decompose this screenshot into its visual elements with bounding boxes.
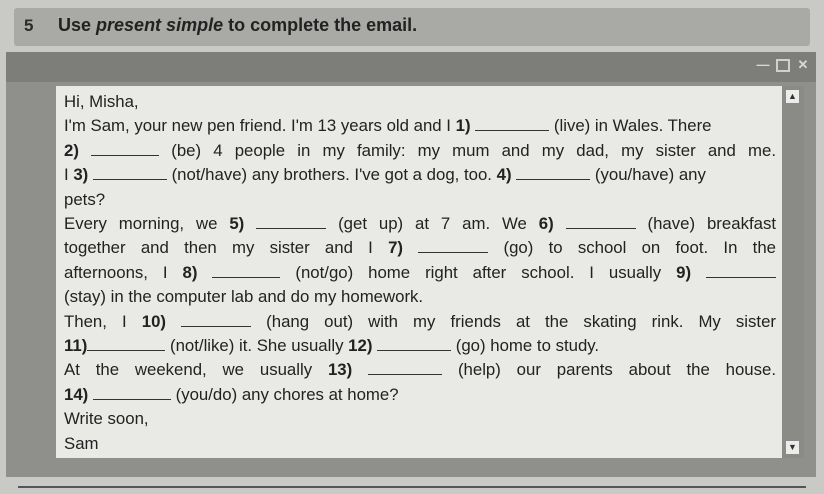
vertical-scrollbar[interactable] xyxy=(782,86,804,458)
page-divider xyxy=(18,486,806,488)
text-segment: (help) our parents about the house. xyxy=(457,360,777,380)
email-line-3 xyxy=(64,163,776,187)
text-segment: (get up) at 7 am. We xyxy=(338,214,539,234)
exercise-number: 5 xyxy=(24,16,34,35)
maximize-icon[interactable] xyxy=(776,59,790,72)
answer-blank-3[interactable] xyxy=(93,165,167,180)
window-title-bar xyxy=(6,52,816,82)
gap-number: 5) xyxy=(229,214,245,234)
email-line-11 xyxy=(64,358,776,382)
gap-number: 4) xyxy=(496,165,512,185)
email-line-4: pets? xyxy=(64,189,106,209)
text-segment: Then, I xyxy=(64,311,142,331)
gap-number: 7) xyxy=(388,238,404,258)
email-line-10 xyxy=(64,334,776,358)
answer-blank-11[interactable] xyxy=(87,336,165,351)
close-icon[interactable]: ✕ xyxy=(797,57,809,72)
gap-number: 9) xyxy=(676,262,692,282)
text-segment: (hang out) with my friends at the skating rink. My sister xyxy=(266,311,776,331)
gap-number: 8) xyxy=(182,262,198,282)
gap-number: 14) xyxy=(64,384,89,404)
title-text-italic: present simple xyxy=(96,15,224,35)
answer-blank-4[interactable] xyxy=(516,165,590,180)
email-line-7 xyxy=(64,261,776,285)
email-text xyxy=(64,90,776,456)
email-line-5 xyxy=(64,212,776,236)
text-segment: At the weekend, we usually xyxy=(64,360,328,380)
email-window xyxy=(6,52,816,477)
answer-blank-9[interactable] xyxy=(706,263,776,278)
email-line-8: (stay) in the computer lab and do my homework. xyxy=(64,287,424,307)
window-controls xyxy=(756,58,810,72)
text-segment: I'm Sam, your new pen friend. I'm 13 years old and I xyxy=(64,116,456,136)
text-segment: (have) breakfast xyxy=(647,214,777,234)
scroll-down-arrow-icon[interactable]: ▼ xyxy=(786,441,799,454)
email-closing: Write soon, xyxy=(64,409,149,429)
title-text-end: to complete the email. xyxy=(223,15,418,35)
text-segment: (you/do) any chores at home? xyxy=(175,384,399,404)
gap-number: 12) xyxy=(348,336,373,356)
answer-blank-1[interactable] xyxy=(475,116,549,131)
text-segment: afternoons, I xyxy=(64,262,183,282)
text-segment: Every morning, we xyxy=(64,214,230,234)
gap-number: 3) xyxy=(73,165,89,185)
answer-blank-13[interactable] xyxy=(368,360,442,375)
answer-blank-14[interactable] xyxy=(93,385,171,400)
text-segment: (not/like) it. She usually xyxy=(170,336,349,356)
gap-number: 2) xyxy=(64,140,79,160)
scroll-up-arrow-icon[interactable]: ▲ xyxy=(786,90,799,103)
title-text-start: Use xyxy=(58,15,97,35)
email-line-1 xyxy=(64,114,776,138)
answer-blank-6[interactable] xyxy=(566,214,636,229)
minimize-icon[interactable]: — xyxy=(756,57,770,72)
text-segment: (go) home to study. xyxy=(455,336,600,356)
gap-number: 6) xyxy=(538,214,554,234)
text-segment: together and then my sister and I xyxy=(64,238,389,258)
text-segment: I xyxy=(64,165,74,185)
gap-number: 1) xyxy=(455,116,471,136)
email-line-12 xyxy=(64,383,776,407)
text-segment: (not/go) home right after school. I usually xyxy=(295,262,677,282)
email-body-area xyxy=(56,86,782,458)
answer-blank-5[interactable] xyxy=(256,214,326,229)
exercise-title xyxy=(58,15,417,36)
answer-blank-10[interactable] xyxy=(181,312,251,327)
answer-blank-7[interactable] xyxy=(418,238,488,253)
text-segment: (go) to school on foot. In the xyxy=(503,238,776,258)
email-signature: Sam xyxy=(64,433,99,453)
text-segment: (you/have) any xyxy=(594,165,706,185)
answer-blank-8[interactable] xyxy=(212,263,280,278)
email-line-6 xyxy=(64,236,776,260)
email-greeting: Hi, Misha, xyxy=(64,92,139,111)
answer-blank-2[interactable] xyxy=(91,141,159,156)
text-segment: (be) 4 people in my family: my mum and my dad, my sister and me. xyxy=(171,140,776,160)
gap-number: 11) xyxy=(64,336,88,356)
text-segment: (live) in Wales. There xyxy=(553,116,712,136)
gap-number: 10) xyxy=(141,311,166,331)
gap-number: 13) xyxy=(327,360,353,380)
email-line-9 xyxy=(64,310,776,334)
text-segment: (not/have) any brothers. I've got a dog, too. xyxy=(171,165,497,185)
answer-blank-12[interactable] xyxy=(377,336,451,351)
email-line-2 xyxy=(64,139,776,163)
